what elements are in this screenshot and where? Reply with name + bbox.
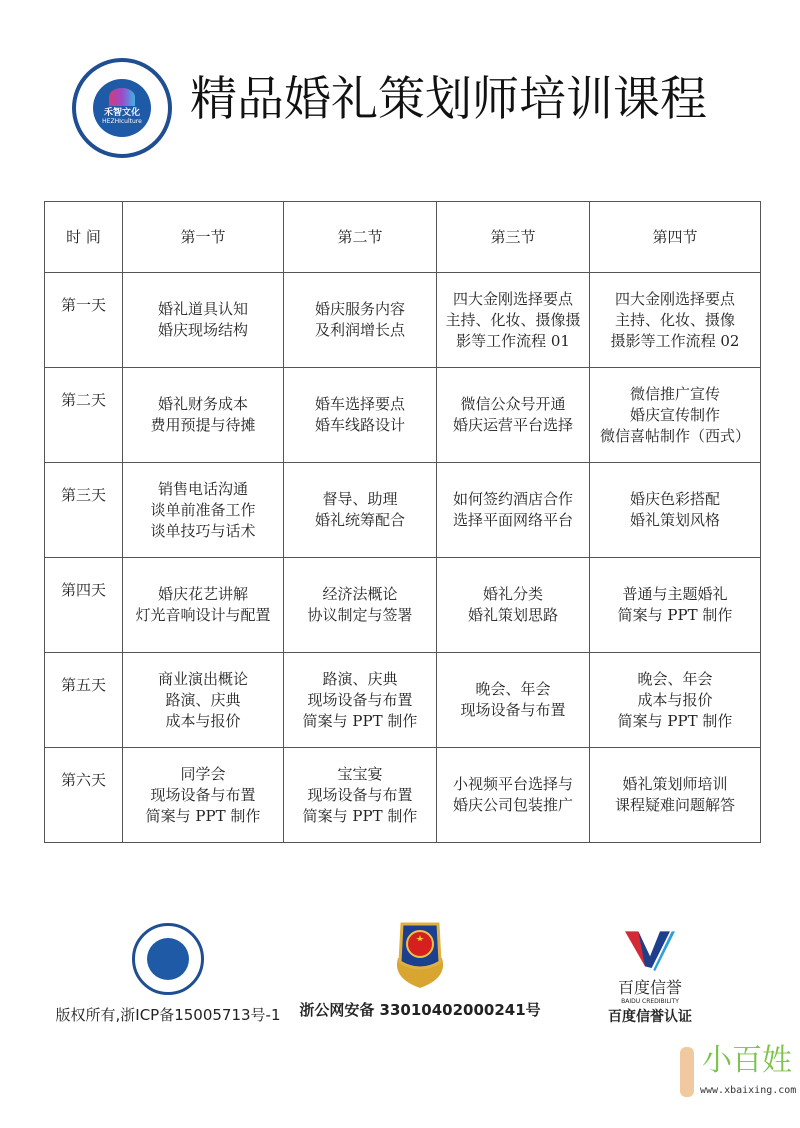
session-cell: 婚庆服务内容 及利润增长点	[284, 273, 437, 368]
column-header: 第四节	[590, 202, 761, 273]
footer	[0, 903, 800, 1113]
session-cell: 四大金刚选择要点 主持、化妆、摄像 摄影等工作流程 02	[590, 273, 761, 368]
watermark-text: 小百姓	[702, 1043, 792, 1078]
session-cell: 晚会、年会 成本与报价 简案与 PPT 制作	[590, 653, 761, 748]
day-label: 第五天	[45, 653, 123, 748]
session-cell: 销售电话沟通 谈单前准备工作 谈单技巧与话术	[123, 463, 284, 558]
police-badge-icon	[390, 918, 450, 990]
table-row	[45, 558, 761, 653]
table-row	[45, 653, 761, 748]
session-cell: 经济法概论 协议制定与签署	[284, 558, 437, 653]
session-cell: 小视频平台选择与 婚庆公司包装推广	[437, 748, 590, 843]
session-cell: 晚会、年会 现场设备与布置	[437, 653, 590, 748]
baidu-cert-text: 百度信誉认证	[608, 1009, 692, 1025]
table-row	[45, 463, 761, 558]
watermark-mascot-icon	[680, 1047, 694, 1097]
session-cell: 宝宝宴 现场设备与布置 简案与 PPT 制作	[284, 748, 437, 843]
logo-swirl-icon	[109, 88, 135, 106]
day-label: 第二天	[45, 368, 123, 463]
session-cell: 普通与主题婚礼 简案与 PPT 制作	[590, 558, 761, 653]
schedule-table	[44, 201, 761, 843]
session-cell: 婚庆色彩搭配 婚礼策划风格	[590, 463, 761, 558]
session-cell: 如何签约酒店合作 选择平面网络平台	[437, 463, 590, 558]
table-row	[45, 748, 761, 843]
day-label: 第三天	[45, 463, 123, 558]
watermark	[680, 1043, 800, 1103]
copyright-text: 版权所有,浙ICP备15005713号-1	[55, 1006, 281, 1024]
session-cell: 婚车选择要点 婚车线路设计	[284, 368, 437, 463]
session-cell: 督导、助理 婚礼统筹配合	[284, 463, 437, 558]
table-row	[45, 368, 761, 463]
column-header: 第一节	[123, 202, 284, 273]
session-cell: 微信推广宣传 婚庆宣传制作 微信喜帖制作（西式）	[590, 368, 761, 463]
table-row	[45, 273, 761, 368]
session-cell: 同学会 现场设备与布置 简案与 PPT 制作	[123, 748, 284, 843]
watermark-url: www.xbaixing.com	[700, 1085, 797, 1096]
session-cell: 婚礼分类 婚礼策划思路	[437, 558, 590, 653]
column-header: 时 间	[45, 202, 123, 273]
column-header: 第二节	[284, 202, 437, 273]
footer-company-logo	[132, 923, 204, 995]
session-cell: 婚庆花艺讲解 灯光音响设计与配置	[123, 558, 284, 653]
page-title: 精品婚礼策划师培训课程	[190, 72, 707, 127]
day-label: 第六天	[45, 748, 123, 843]
session-cell: 微信公众号开通 婚庆运营平台选择	[437, 368, 590, 463]
baidu-sub-text: BAIDU CREDIBILITY	[621, 998, 679, 1005]
day-label: 第一天	[45, 273, 123, 368]
baidu-credibility-icon	[618, 928, 682, 978]
company-logo: 禾智文化 HEZHIculture	[72, 58, 172, 158]
session-cell: 婚礼策划师培训 课程疑难问题解答	[590, 748, 761, 843]
table-header-row	[45, 202, 761, 273]
session-cell: 婚礼道具认知 婚庆现场结构	[123, 273, 284, 368]
baidu-logo-text: 百度信誉	[617, 978, 682, 997]
day-label: 第四天	[45, 558, 123, 653]
session-cell: 四大金刚选择要点 主持、化妆、摄像摄 影等工作流程 01	[437, 273, 590, 368]
session-cell: 婚礼财务成本 费用预提与待摊	[123, 368, 284, 463]
police-record-text: 浙公网安备 33010402000241号	[299, 1001, 541, 1019]
session-cell: 路演、庆典 现场设备与布置 简案与 PPT 制作	[284, 653, 437, 748]
column-header: 第三节	[437, 202, 590, 273]
session-cell: 商业演出概论 路演、庆典 成本与报价	[123, 653, 284, 748]
